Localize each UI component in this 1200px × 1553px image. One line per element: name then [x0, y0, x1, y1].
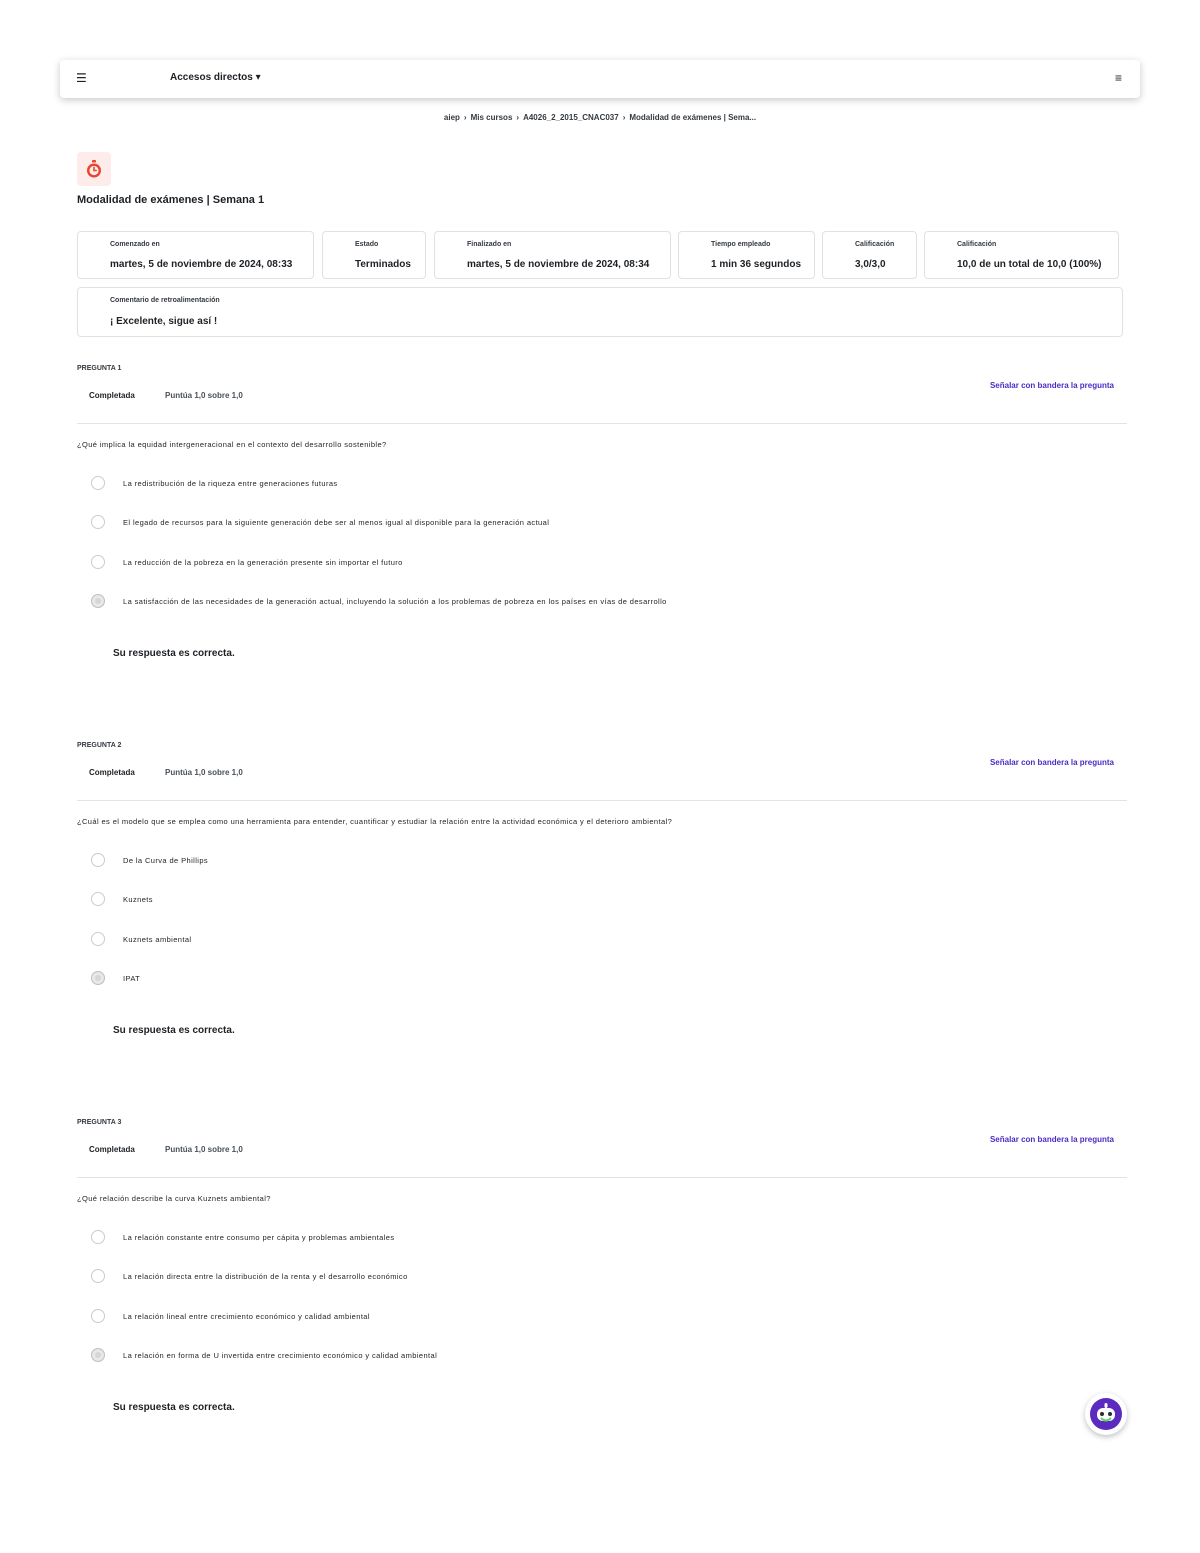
answer-option[interactable] [91, 593, 667, 609]
radio-button-selected[interactable] [91, 1348, 105, 1362]
summary-time-taken [678, 231, 815, 279]
breadcrumb: aiep › Mis cursos › A4026_2_2015_CNAC037 › Modalidad de exámenes | Sema... [443, 113, 757, 122]
radio-button[interactable] [91, 476, 105, 490]
divider [77, 800, 1127, 801]
answer-option-text: La relación lineal entre crecimiento económico y calidad ambiental [123, 1311, 370, 1321]
question-status: Completada [89, 1145, 135, 1154]
summary-value: 10,0 de un total de 10,0 (100%) [957, 259, 1102, 270]
summary-value: martes, 5 de noviembre de 2024, 08:33 [110, 259, 293, 270]
summary-value: martes, 5 de noviembre de 2024, 08:34 [467, 259, 650, 270]
summary-marks [822, 231, 917, 279]
breadcrumb-item-current: Modalidad de exámenes | Sema... [629, 113, 757, 122]
radio-button[interactable] [91, 853, 105, 867]
question-number: PREGUNTA 1 [77, 365, 122, 372]
flag-question-link[interactable]: Señalar con bandera la pregunta [989, 758, 1114, 767]
question-text: ¿Qué implica la equidad intergeneracional en el contexto del desarrollo sostenible? [77, 440, 387, 449]
radio-button-selected[interactable] [91, 971, 105, 985]
question-number: PREGUNTA 2 [77, 742, 122, 749]
top-navbar [60, 60, 1140, 98]
feedback-label: Comentario de retroalimentación [110, 297, 220, 304]
answer-option[interactable] [91, 1268, 408, 1284]
answer-option-text: La relación en forma de U invertida entre crecimiento económico y calidad ambiental [123, 1350, 438, 1360]
question-1 [77, 365, 1127, 685]
answer-option-text: IPAT [123, 973, 141, 983]
question-points: Puntúa 1,0 sobre 1,0 [165, 391, 243, 400]
answer-option-text: La reducción de la pobreza en la generación presente sin importar el futuro [123, 557, 403, 567]
radio-button[interactable] [91, 1269, 105, 1283]
flag-question-link[interactable]: Señalar con bandera la pregunta [989, 381, 1114, 390]
quick-access-dropdown[interactable]: Accesos directos ▾ [170, 72, 261, 83]
answer-option[interactable] [91, 891, 153, 907]
summary-label: Calificación [855, 241, 895, 248]
breadcrumb-item-course[interactable]: A4026_2_2015_CNAC037 [523, 113, 619, 122]
question-points: Puntúa 1,0 sobre 1,0 [165, 1145, 243, 1154]
breadcrumb-item-my-courses[interactable]: Mis cursos [470, 113, 513, 122]
answer-option-text: La relación constante entre consumo per cápita y problemas ambientales [123, 1232, 395, 1242]
page-title: Modalidad de exámenes | Semana 1 [77, 194, 265, 206]
question-2 [77, 742, 1127, 1062]
question-feedback: Su respuesta es correcta. [113, 1025, 235, 1036]
divider [77, 423, 1127, 424]
radio-button[interactable] [91, 1309, 105, 1323]
chatbot-assistant-button[interactable] [1085, 1393, 1127, 1435]
radio-button[interactable] [91, 892, 105, 906]
summary-value: 3,0/3,0 [855, 259, 886, 270]
attempt-summary [77, 231, 1123, 279]
answer-option-text: De la Curva de Phillips [123, 855, 209, 865]
answer-option[interactable] [91, 931, 192, 947]
summary-state [322, 231, 426, 279]
quiz-stopwatch-icon [77, 152, 111, 186]
summary-started [77, 231, 314, 279]
summary-label: Finalizado en [467, 241, 512, 248]
breadcrumb-item-home[interactable]: aiep [443, 113, 460, 122]
answer-option-text: La satisfacción de las necesidades de la generación actual, incluyendo la solución a los problemas de pobreza en los países en vías de desarrollo [123, 596, 667, 606]
question-status: Completada [89, 768, 135, 777]
question-3 [77, 1119, 1127, 1439]
list-icon[interactable]: ≡ [1114, 71, 1122, 85]
radio-button[interactable] [91, 1230, 105, 1244]
radio-button[interactable] [91, 515, 105, 529]
overall-feedback [77, 287, 1123, 337]
answer-option-text: Kuznets ambiental [123, 934, 192, 944]
answer-option[interactable] [91, 1229, 394, 1245]
radio-button[interactable] [91, 932, 105, 946]
answer-option[interactable] [91, 554, 403, 570]
hamburger-icon[interactable]: ☰ [76, 71, 87, 85]
divider [77, 1177, 1127, 1178]
answer-option-text: La redistribución de la riqueza entre generaciones futuras [123, 478, 338, 488]
answer-option[interactable] [91, 1308, 370, 1324]
chatbot-assistant-icon [1089, 1397, 1123, 1431]
question-text: ¿Cuál es el modelo que se emplea como una herramienta para entender, cuantificar y estudiar la relación entre la actividad económica y el deterioro ambiental? [77, 817, 673, 826]
answer-option[interactable] [91, 970, 140, 986]
summary-value: Terminados [355, 259, 411, 270]
answer-option[interactable] [91, 1347, 437, 1363]
radio-button[interactable] [91, 555, 105, 569]
summary-finished [434, 231, 671, 279]
question-feedback: Su respuesta es correcta. [113, 1402, 235, 1413]
feedback-value: ¡ Excelente, sigue así ! [110, 316, 218, 327]
answer-option[interactable] [91, 475, 338, 491]
summary-grade [924, 231, 1119, 279]
radio-button-selected[interactable] [91, 594, 105, 608]
answer-option-text: El legado de recursos para la siguiente generación debe ser al menos igual al disponible para la generación actual [123, 517, 550, 527]
summary-label: Comenzado en [110, 241, 160, 248]
question-number: PREGUNTA 3 [77, 1119, 122, 1126]
answer-option-text: Kuznets [123, 894, 153, 904]
answer-option-text: La relación directa entre la distribución de la renta y el desarrollo económico [123, 1271, 408, 1281]
question-text: ¿Qué relación describe la curva Kuznets ambiental? [77, 1194, 271, 1203]
summary-value: 1 min 36 segundos [711, 259, 802, 270]
flag-question-link[interactable]: Señalar con bandera la pregunta [989, 1135, 1114, 1144]
question-feedback: Su respuesta es correcta. [113, 648, 235, 659]
question-status: Completada [89, 391, 135, 400]
summary-label: Estado [355, 241, 379, 248]
question-points: Puntúa 1,0 sobre 1,0 [165, 768, 243, 777]
answer-option[interactable] [91, 852, 208, 868]
summary-label: Tiempo empleado [711, 241, 771, 248]
summary-label: Calificación [957, 241, 997, 248]
answer-option[interactable] [91, 514, 549, 530]
